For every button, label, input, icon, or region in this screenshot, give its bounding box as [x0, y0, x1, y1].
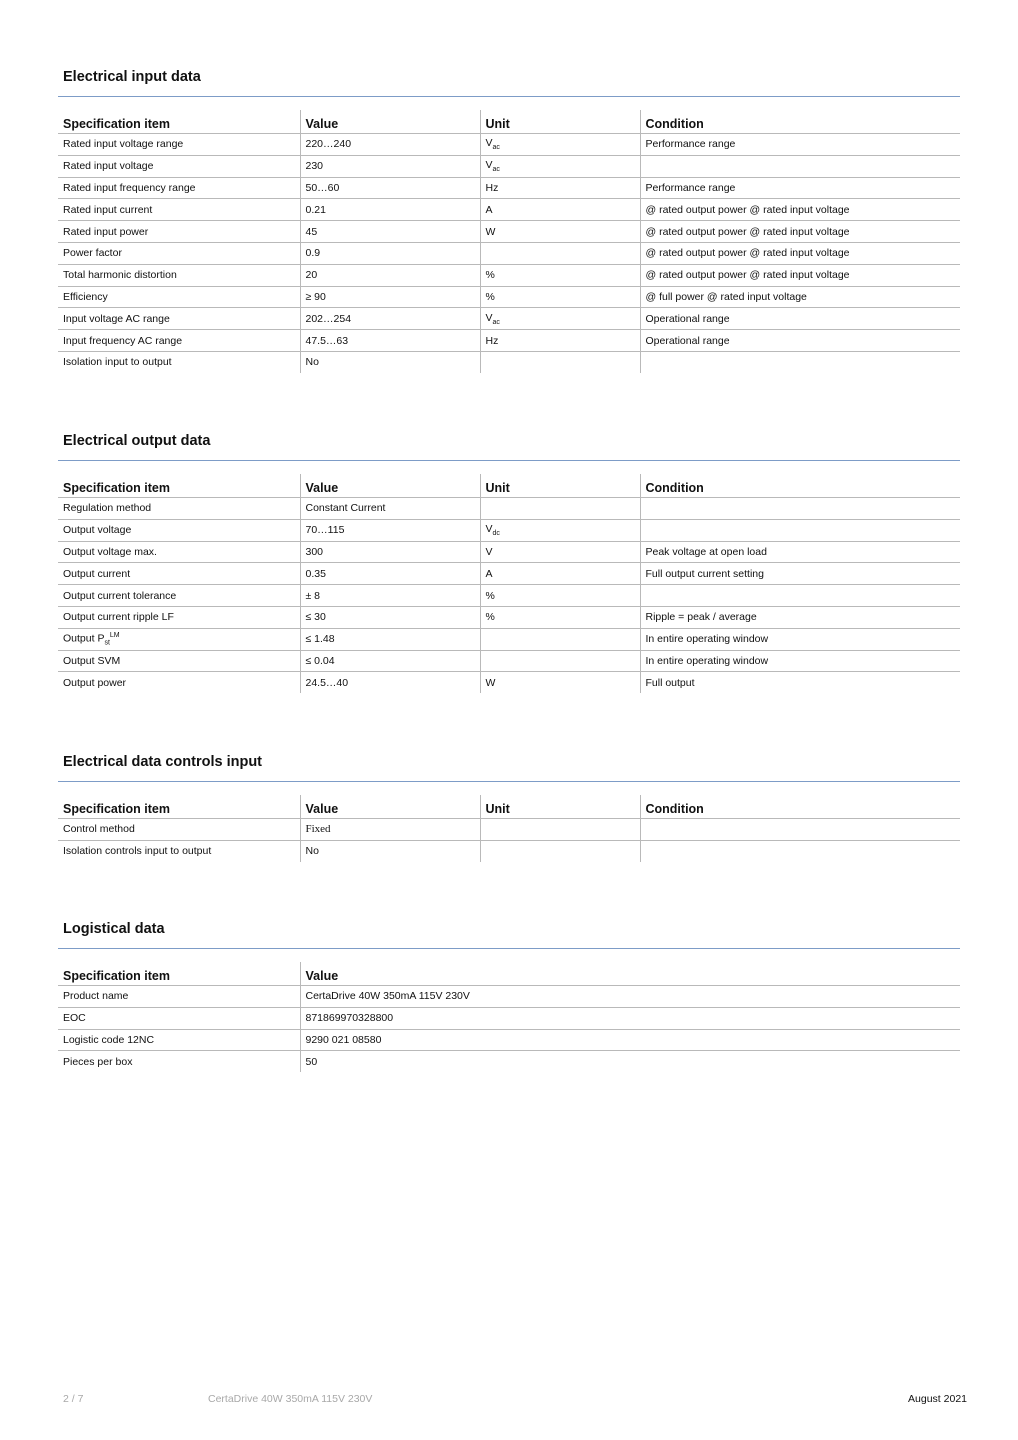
cell-unit — [480, 134, 640, 156]
cell-value — [300, 308, 480, 330]
cell-unit — [480, 585, 640, 607]
cell-item — [58, 628, 300, 650]
table-row — [58, 351, 960, 372]
cell-condition — [640, 221, 960, 243]
section-divider — [58, 96, 960, 97]
cell-unit — [480, 221, 640, 243]
cell-unit — [480, 242, 640, 264]
cell-item — [58, 351, 300, 372]
unit-subscript: ac — [492, 144, 500, 152]
cell-condition — [640, 134, 960, 156]
table-row — [58, 264, 960, 286]
cell-value — [300, 1029, 960, 1051]
section-controls-input — [58, 752, 960, 862]
cell-value — [300, 286, 480, 308]
unit-text: V — [485, 523, 493, 536]
unit-text: A — [485, 203, 493, 216]
cell-unit — [480, 199, 640, 221]
footer-date: August 2021 — [908, 1393, 967, 1405]
table-row — [58, 498, 960, 520]
cell-unit — [480, 672, 640, 693]
cell-item — [58, 541, 300, 563]
table-row — [58, 177, 960, 199]
table-row — [58, 1051, 960, 1072]
item-text: Rated input voltage range — [63, 138, 184, 151]
header-condition: Condition — [640, 110, 960, 134]
value-text: 871869970328800 — [305, 1012, 394, 1025]
table-row — [58, 199, 960, 221]
table-header-row — [58, 795, 960, 819]
table-row — [58, 840, 960, 861]
item-text: Output P — [63, 632, 105, 645]
item-text: Input voltage AC range — [63, 312, 170, 325]
cell-condition — [640, 840, 960, 861]
cell-unit — [480, 541, 640, 563]
cell-unit — [480, 563, 640, 585]
cell-value — [300, 819, 480, 841]
condition-text: Ripple = peak / average — [645, 611, 757, 624]
cell-condition — [640, 155, 960, 177]
item-text: Rated input power — [63, 225, 149, 238]
unit-subscript: ac — [492, 318, 500, 326]
cell-unit — [480, 286, 640, 308]
cell-value — [300, 1007, 960, 1029]
section-title: Electrical data controls input — [63, 754, 263, 770]
value-text: ≤ 0.04 — [305, 654, 335, 667]
spec-table — [58, 110, 960, 373]
value-text: Fixed — [305, 823, 331, 836]
section-divider — [58, 460, 960, 461]
cell-item — [58, 242, 300, 264]
cell-item — [58, 650, 300, 672]
cell-value — [300, 541, 480, 563]
cell-unit — [480, 628, 640, 650]
cell-condition — [640, 199, 960, 221]
table-row — [58, 330, 960, 352]
header-item: Specification item — [58, 795, 300, 819]
value-text: 50…60 — [305, 181, 340, 194]
section-divider — [58, 781, 960, 782]
unit-text: % — [485, 269, 495, 282]
table-row — [58, 650, 960, 672]
item-supscript: LM — [109, 631, 120, 639]
item-text: Control method — [63, 823, 135, 836]
unit-text: V — [485, 137, 493, 150]
cell-item — [58, 264, 300, 286]
cell-condition — [640, 177, 960, 199]
item-text: Rated input current — [63, 203, 153, 216]
cell-condition — [640, 330, 960, 352]
cell-unit — [480, 351, 640, 372]
header-value: Value — [300, 474, 480, 498]
table-row — [58, 308, 960, 330]
cell-item — [58, 199, 300, 221]
value-text: 0.35 — [305, 567, 326, 580]
value-text: 9290 021 08580 — [305, 1033, 382, 1046]
section-electrical-input — [58, 67, 960, 373]
cell-value — [300, 986, 960, 1008]
footer-product-name: CertaDrive 40W 350mA 115V 230V — [208, 1393, 373, 1405]
unit-text: % — [485, 611, 495, 624]
value-text: No — [305, 356, 319, 369]
cell-unit — [480, 155, 640, 177]
cell-unit — [480, 498, 640, 520]
condition-text: Full output current setting — [645, 567, 764, 580]
value-text: 24.5…40 — [305, 676, 349, 689]
value-text: 230 — [305, 160, 324, 173]
spec-table — [58, 795, 960, 862]
item-text: Output SVM — [63, 654, 121, 667]
cell-value — [300, 199, 480, 221]
item-text: Rated input voltage — [63, 160, 154, 173]
value-text: CertaDrive 40W 350mA 115V 230V — [305, 990, 470, 1003]
item-text: Logistic code 12NC — [63, 1033, 155, 1046]
unit-text: Hz — [485, 181, 499, 194]
cell-item — [58, 563, 300, 585]
cell-item — [58, 286, 300, 308]
cell-item — [58, 840, 300, 861]
unit-text: Hz — [485, 334, 499, 347]
condition-text: Operational range — [645, 334, 730, 347]
value-text: ≤ 30 — [305, 611, 326, 624]
item-text: Output voltage — [63, 524, 132, 537]
cell-condition — [640, 286, 960, 308]
item-text: Input frequency AC range — [63, 334, 183, 347]
cell-item — [58, 1007, 300, 1029]
cell-unit — [480, 819, 640, 841]
value-text: 47.5…63 — [305, 334, 349, 347]
cell-value — [300, 672, 480, 693]
cell-value — [300, 242, 480, 264]
cell-unit — [480, 308, 640, 330]
cell-condition — [640, 541, 960, 563]
item-text: Pieces per box — [63, 1055, 133, 1068]
unit-text: % — [485, 589, 495, 602]
cell-value — [300, 650, 480, 672]
unit-subscript: dc — [492, 530, 500, 538]
unit-text: W — [485, 225, 496, 238]
item-subscript: st — [104, 639, 110, 647]
cell-item — [58, 519, 300, 541]
header-value: Value — [300, 110, 480, 134]
condition-text: Peak voltage at open load — [645, 545, 767, 558]
table-row — [58, 819, 960, 841]
cell-condition — [640, 308, 960, 330]
value-text: 70…115 — [305, 524, 345, 537]
item-text: Output current ripple LF — [63, 611, 174, 624]
cell-value — [300, 351, 480, 372]
cell-item — [58, 672, 300, 693]
item-text: Product name — [63, 990, 129, 1003]
table-header-row — [58, 962, 960, 986]
condition-text: @ rated output power @ rated input voltage — [645, 247, 850, 260]
section-title: Electrical input data — [63, 69, 201, 85]
value-text: 0.9 — [305, 247, 321, 260]
table-row — [58, 519, 960, 541]
table-row — [58, 155, 960, 177]
unit-text: A — [485, 567, 493, 580]
item-text: Rated input frequency range — [63, 181, 196, 194]
cell-item — [58, 819, 300, 841]
value-text: 300 — [305, 545, 324, 558]
cell-value — [300, 606, 480, 628]
item-text: Output voltage max. — [63, 545, 157, 558]
cell-condition — [640, 672, 960, 693]
item-text: Output current tolerance — [63, 589, 177, 602]
cell-condition — [640, 264, 960, 286]
item-text: Total harmonic distortion — [63, 269, 177, 282]
section-title: Logistical data — [63, 921, 165, 937]
cell-value — [300, 840, 480, 861]
header-condition: Condition — [640, 795, 960, 819]
value-text: ≤ 1.48 — [305, 633, 335, 646]
cell-item — [58, 1051, 300, 1072]
condition-text: Performance range — [645, 181, 736, 194]
cell-condition — [640, 650, 960, 672]
cell-unit — [480, 177, 640, 199]
table-row — [58, 242, 960, 264]
table-row — [58, 286, 960, 308]
unit-text: V — [485, 545, 493, 558]
cell-item — [58, 177, 300, 199]
cell-condition — [640, 585, 960, 607]
cell-item — [58, 134, 300, 156]
spec-table — [58, 962, 960, 1072]
cell-value — [300, 519, 480, 541]
cell-value — [300, 221, 480, 243]
cell-item — [58, 330, 300, 352]
cell-condition — [640, 351, 960, 372]
value-text: Constant Current — [305, 502, 386, 515]
cell-condition — [640, 242, 960, 264]
cell-condition — [640, 498, 960, 520]
cell-item — [58, 606, 300, 628]
cell-value — [300, 264, 480, 286]
cell-value — [300, 628, 480, 650]
table-row — [58, 134, 960, 156]
cell-unit — [480, 519, 640, 541]
cell-item — [58, 585, 300, 607]
value-text: ≥ 90 — [305, 290, 326, 303]
table-row — [58, 672, 960, 693]
condition-text: @ rated output power @ rated input voltage — [645, 269, 850, 282]
unit-text: W — [485, 676, 496, 689]
cell-value — [300, 1051, 960, 1072]
condition-text: In entire operating window — [645, 633, 769, 646]
cell-unit — [480, 840, 640, 861]
cell-condition — [640, 606, 960, 628]
cell-condition — [640, 819, 960, 841]
table-row — [58, 1029, 960, 1051]
header-item: Specification item — [58, 962, 300, 986]
cell-item — [58, 155, 300, 177]
spec-table — [58, 474, 960, 693]
item-text: Efficiency — [63, 290, 108, 303]
item-text: EOC — [63, 1012, 86, 1025]
cell-item — [58, 1029, 300, 1051]
table-row — [58, 563, 960, 585]
value-text: 45 — [305, 225, 318, 238]
unit-subscript: ac — [492, 166, 500, 174]
condition-text: @ rated output power @ rated input voltage — [645, 203, 850, 216]
value-text: 202…254 — [305, 312, 352, 325]
header-value: Value — [300, 962, 960, 986]
table-row — [58, 628, 960, 650]
cell-unit — [480, 330, 640, 352]
cell-item — [58, 308, 300, 330]
header-item: Specification item — [58, 110, 300, 134]
header-condition: Condition — [640, 474, 960, 498]
header-value: Value — [300, 795, 480, 819]
cell-item — [58, 986, 300, 1008]
item-text: Regulation method — [63, 502, 152, 515]
item-text: Isolation input to output — [63, 356, 172, 369]
cell-value — [300, 177, 480, 199]
condition-text: @ full power @ rated input voltage — [645, 290, 807, 303]
value-text: 50 — [305, 1055, 318, 1068]
condition-text: Performance range — [645, 138, 736, 151]
page-number: 2 / 7 — [63, 1393, 84, 1405]
table-row — [58, 986, 960, 1008]
unit-text: % — [485, 290, 495, 303]
unit-text: V — [485, 311, 493, 324]
cell-value — [300, 498, 480, 520]
table-header-row — [58, 110, 960, 134]
cell-condition — [640, 628, 960, 650]
value-text: No — [305, 845, 319, 858]
cell-value — [300, 585, 480, 607]
cell-unit — [480, 650, 640, 672]
section-logistical — [58, 919, 960, 1072]
value-text: 0.21 — [305, 203, 326, 216]
header-unit: Unit — [480, 110, 640, 134]
condition-text: Operational range — [645, 312, 730, 325]
section-divider — [58, 948, 960, 949]
table-row — [58, 606, 960, 628]
cell-value — [300, 155, 480, 177]
section-title: Electrical output data — [63, 433, 211, 449]
cell-value — [300, 330, 480, 352]
condition-text: @ rated output power @ rated input voltage — [645, 225, 850, 238]
item-text: Power factor — [63, 247, 122, 260]
item-text: Isolation controls input to output — [63, 845, 212, 858]
header-unit: Unit — [480, 474, 640, 498]
cell-item — [58, 498, 300, 520]
cell-item — [58, 221, 300, 243]
item-text: Output current — [63, 567, 131, 580]
unit-text: V — [485, 159, 493, 172]
value-text: 20 — [305, 269, 318, 282]
cell-value — [300, 563, 480, 585]
value-text: 220…240 — [305, 138, 352, 151]
table-row — [58, 585, 960, 607]
item-text: Output power — [63, 676, 127, 689]
section-electrical-output — [58, 431, 960, 693]
header-item: Specification item — [58, 474, 300, 498]
table-row — [58, 221, 960, 243]
header-unit: Unit — [480, 795, 640, 819]
cell-unit — [480, 264, 640, 286]
table-row — [58, 1007, 960, 1029]
table-header-row — [58, 474, 960, 498]
cell-unit — [480, 606, 640, 628]
condition-text: Full output — [645, 676, 695, 689]
table-row — [58, 541, 960, 563]
cell-condition — [640, 519, 960, 541]
condition-text: In entire operating window — [645, 654, 769, 667]
cell-condition — [640, 563, 960, 585]
cell-value — [300, 134, 480, 156]
value-text: ± 8 — [305, 589, 321, 602]
